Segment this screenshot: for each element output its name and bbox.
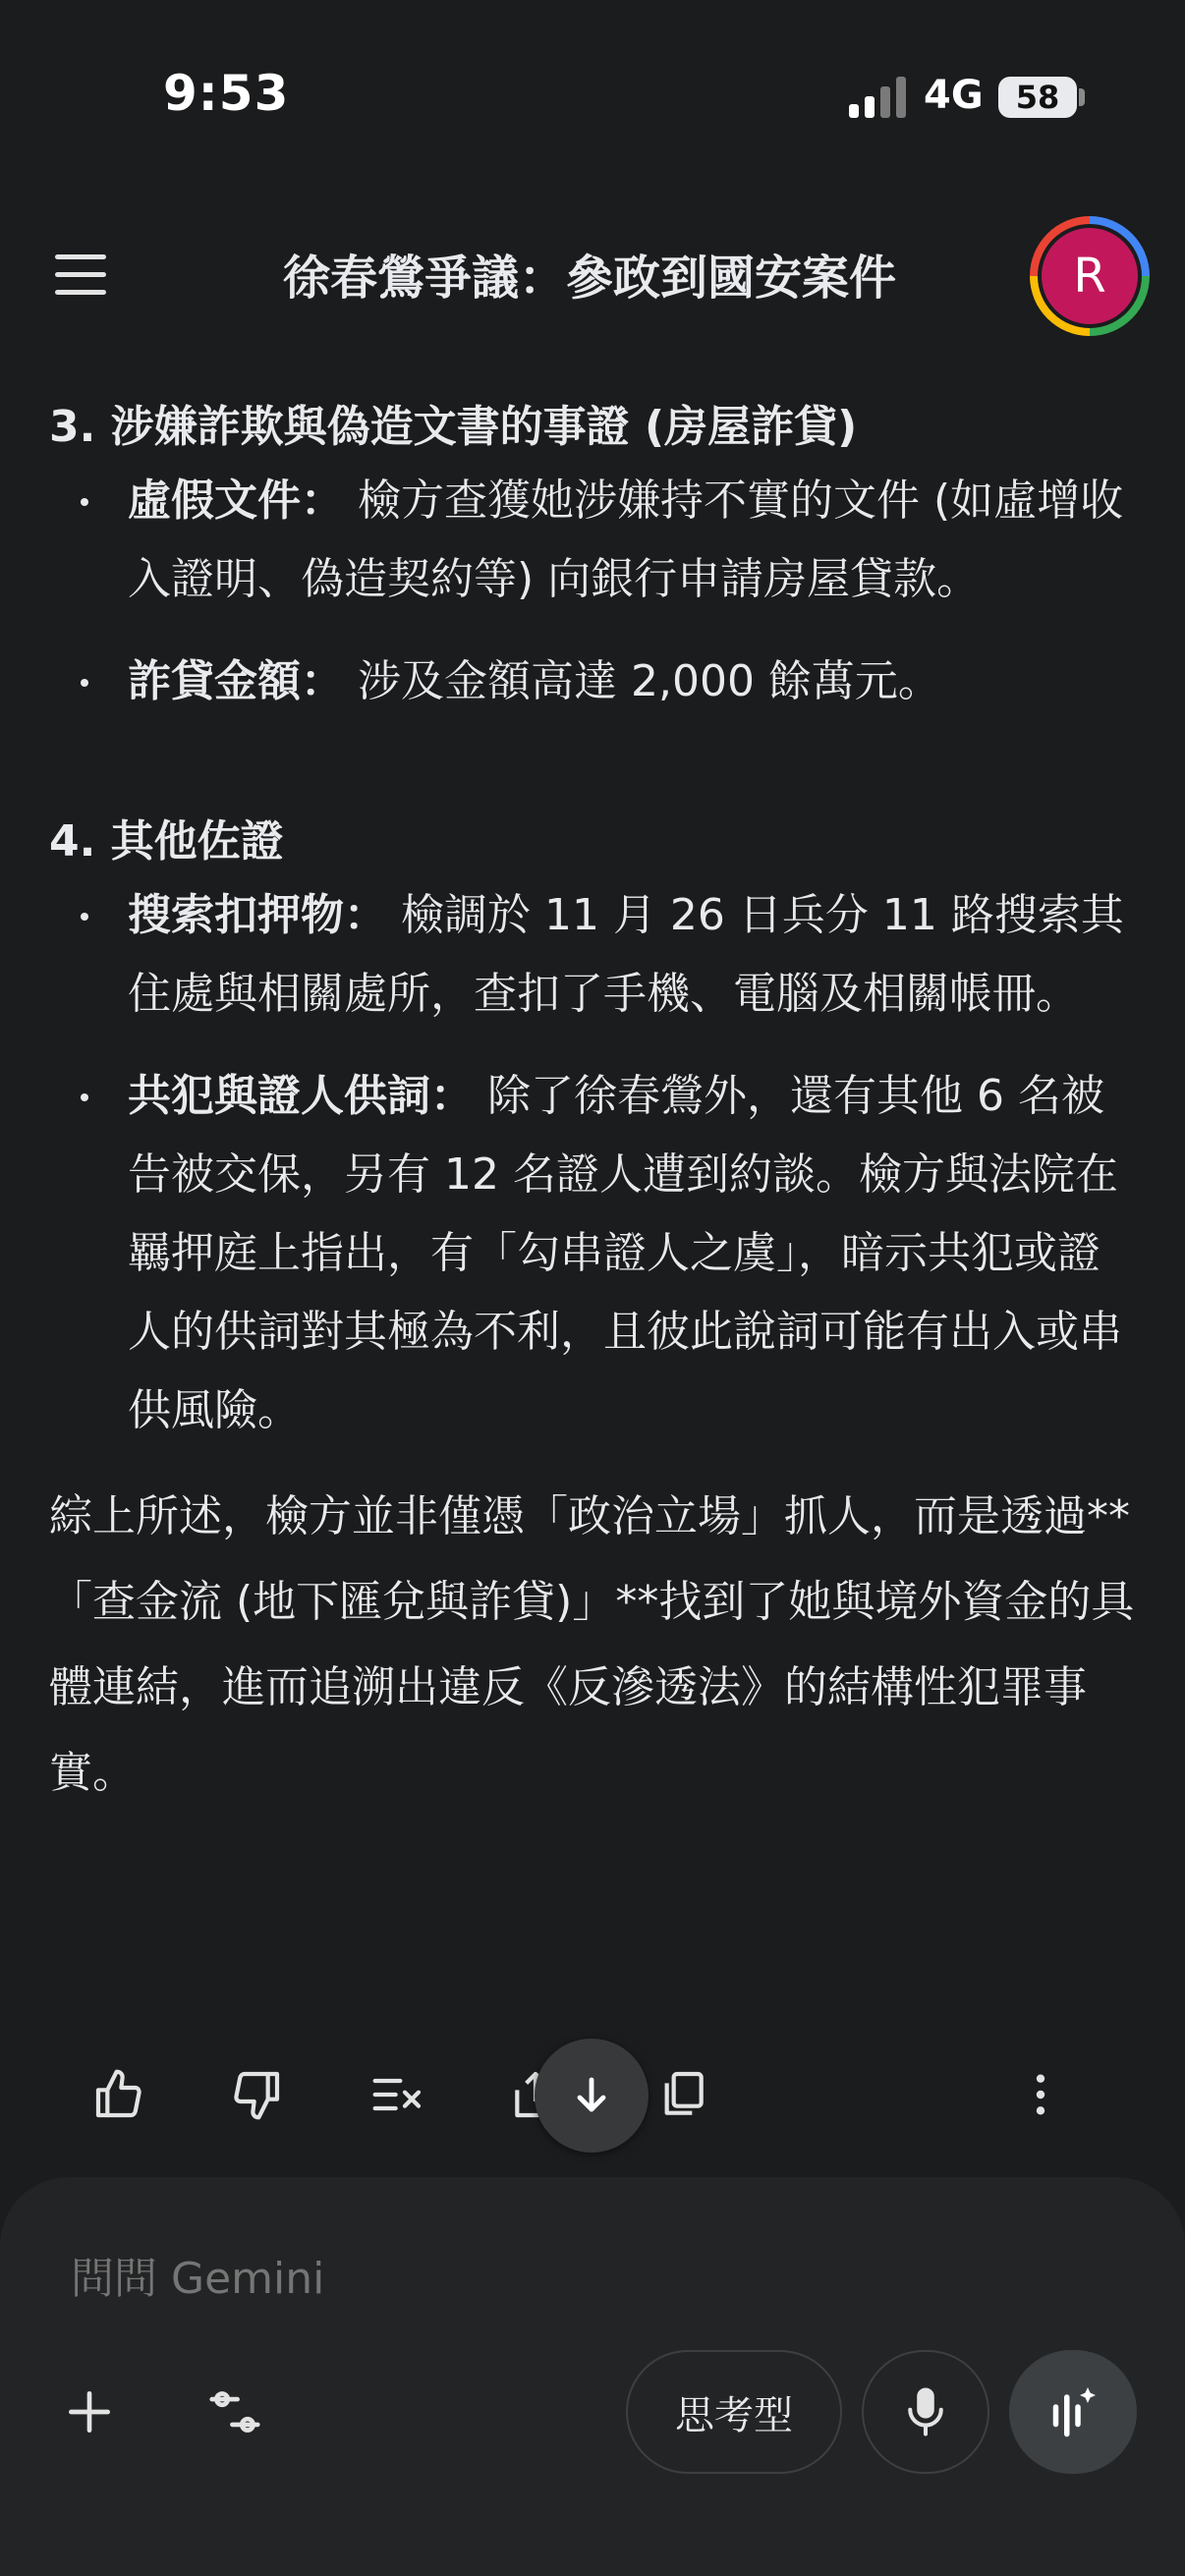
bullet-icon [81,913,88,921]
mic-icon [899,2385,952,2438]
composer [0,2177,1185,2576]
plus-icon[interactable] [55,2378,124,2446]
item-label: 虛假文件： [128,476,344,526]
response-content [49,393,1140,1816]
prompt-input[interactable] [71,2254,1053,2304]
status-bar [0,0,1185,187]
signal-icon [849,77,908,118]
avatar: R [1038,224,1142,328]
copy-icon[interactable] [649,2060,717,2129]
more-vert-icon[interactable] [1006,2060,1075,2129]
item-label: 詐貸金額： [128,656,344,706]
response-actions [0,2039,1185,2147]
chat-title[interactable]: 徐春鶯爭議：參政到國安案件 [282,251,896,306]
bullet-icon [81,679,88,687]
tools-icon[interactable] [200,2378,269,2446]
bullet-list [49,876,1140,1450]
list-item [49,876,1140,1034]
mic-button[interactable] [862,2350,989,2474]
list-item [49,462,1140,619]
thinking-mode-button[interactable]: 思考型 [626,2350,842,2474]
arrow-down-icon [568,2072,615,2119]
bullet-icon [81,1093,88,1101]
status-time: 9:53 [163,65,290,122]
item-text: 檢方查獲她涉嫌持不實的文件 (如虛增收入證明、偽造契約等) 向銀行申請房屋貸款。 [128,476,1124,604]
item-text: 涉及金額高達 2,000 餘萬元。 [344,656,941,706]
section-heading: 3. 涉嫌詐欺與偽造文書的事證 (房屋詐貸) [49,402,858,452]
menu-icon[interactable] [51,252,110,298]
scroll-to-bottom-button[interactable] [535,2039,649,2153]
battery-icon: 58 [998,77,1077,118]
item-text: 檢調於 11 月 26 日兵分 11 路搜索其住處與相關處所，查扣了手機、電腦及相關帳冊。 [128,890,1124,1019]
thumbs-down-icon[interactable] [222,2060,291,2129]
live-icon [1044,2382,1102,2441]
bullet-icon [81,498,88,506]
top-app-bar [0,196,1185,354]
battery-cap [1079,88,1085,106]
summary-paragraph: 綜上所述，檢方並非僅憑「政治立場」抓人，而是透過**「查金流 (地下匯兌與詐貸)」**找到了她與境外資金的具體連結，進而追溯出違反《反滲透法》的結構性犯罪事實。 [49,1491,1135,1798]
list-item [49,643,1140,721]
account-avatar-button[interactable] [1030,216,1150,336]
bullet-list [49,462,1140,721]
network-type: 4G [924,73,984,118]
thumbs-up-icon[interactable] [85,2060,153,2129]
item-label: 搜索扣押物： [128,890,387,940]
item-text: 除了徐春鶯外，還有其他 6 名被告被交保，另有 12 名證人遭到約談。檢方與法院在羈押庭上指出，有「勾串證人之虞」，暗示共犯或證人的供詞對其極為不利，且彼此說詞可能有出入或串供風險。 [128,1071,1122,1435]
live-button[interactable] [1009,2350,1137,2474]
list-item [49,1057,1140,1450]
double-check-icon[interactable] [364,2060,432,2129]
item-label: 共犯與證人供詞： [128,1071,474,1121]
section-heading: 4. 其他佐證 [49,816,284,867]
